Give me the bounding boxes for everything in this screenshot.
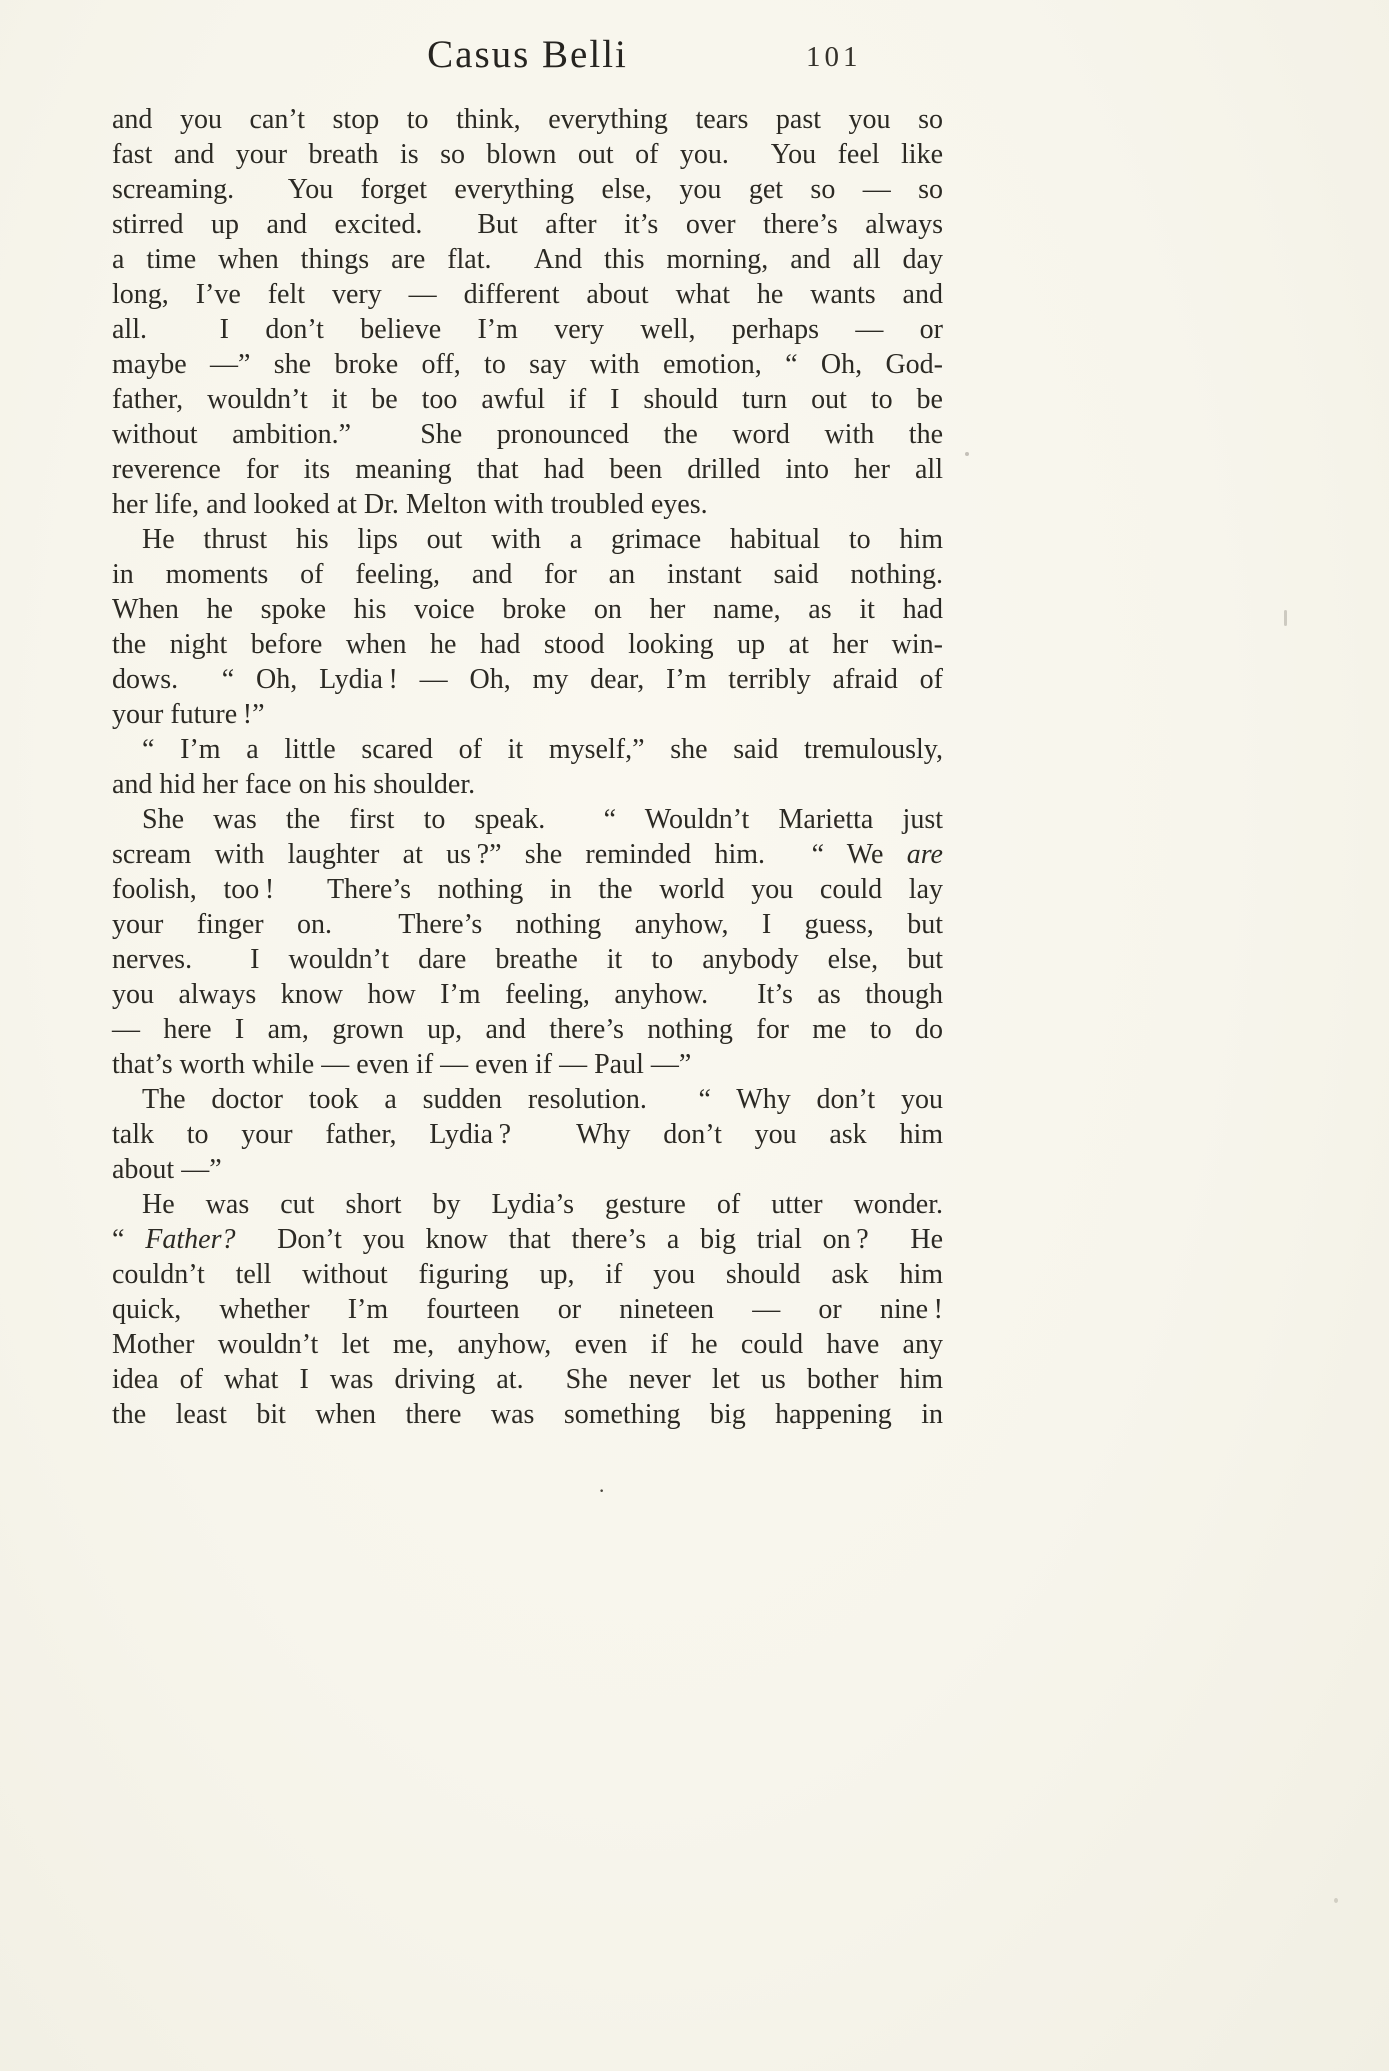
text-line (112, 557, 943, 592)
text-run: nerves. I wouldn’t dare breathe it to anybody else, but (112, 944, 943, 975)
italic-text-run: Father? (145, 1224, 236, 1255)
text-line (112, 1047, 943, 1082)
paragraph (112, 1082, 943, 1187)
scan-speck (965, 452, 969, 456)
text-line (112, 907, 943, 942)
text-run: When he spoke his voice broke on her name, as it had (112, 594, 943, 625)
text-run: idea of what I was driving at. She never let us bother him (112, 1364, 943, 1395)
text-line (112, 592, 943, 627)
text-run: and you can’t stop to think, everything tears past you so (112, 104, 943, 135)
text-run: your finger on. There’s nothing anyhow, I guess, but (112, 909, 943, 940)
text-run: dows. “ Oh, Lydia ! — Oh, my dear, I’m terribly afraid of (112, 664, 943, 695)
scan-speck (1284, 610, 1287, 626)
text-run: a time when things are flat. And this morning, and all day (112, 244, 943, 275)
text-line (112, 732, 943, 767)
text-run: long, I’ve felt very — different about what he wants and (112, 279, 943, 310)
text-line (112, 627, 943, 662)
text-line (112, 347, 943, 382)
text-run: talk to your father, Lydia ? Why don’t you ask him (112, 1119, 943, 1150)
text-run: you always know how I’m feeling, anyhow. It’s as though (112, 979, 943, 1010)
text-line (112, 417, 943, 452)
text-line (112, 1362, 943, 1397)
text-line (112, 697, 943, 732)
text-line (112, 137, 943, 172)
text-line (112, 802, 943, 837)
text-run: in moments of feeling, and for an instant said nothing. (112, 559, 943, 590)
text-line (112, 662, 943, 697)
text-line (112, 452, 943, 487)
text-run: The doctor took a sudden resolution. “ Why don’t you (142, 1084, 943, 1115)
text-line (112, 1257, 943, 1292)
text-run: quick, whether I’m fourteen or nineteen — or nine ! (112, 1294, 943, 1325)
text-run: She was the first to speak. “ Wouldn’t Marietta just (142, 804, 943, 835)
text-line (112, 487, 943, 522)
text-run: the night before when he had stood looking up at her win- (112, 629, 943, 660)
text-run: Mother wouldn’t let me, anyhow, even if he could have any (112, 1329, 943, 1360)
text-run: fast and your breath is so blown out of you. You feel like (112, 139, 943, 170)
text-run: screaming. You forget everything else, you get so — so (112, 174, 943, 205)
text-run: that’s worth while — even if — even if — Paul —” (112, 1049, 692, 1080)
text-line (112, 1117, 943, 1152)
footer-mark: · (598, 1478, 606, 1503)
text-run: your future !” (112, 699, 265, 730)
text-run: maybe —” she broke off, to say with emotion, “ Oh, God- (112, 349, 943, 380)
text-line (112, 522, 943, 557)
text-run: without ambition.” She pronounced the word with the (112, 419, 943, 450)
text-line (112, 767, 943, 802)
text-line (112, 102, 943, 137)
paragraph (112, 802, 943, 1082)
text-run: reverence for its meaning that had been drilled into her all (112, 454, 943, 485)
page-number: 101 (806, 41, 862, 73)
text-run: about —” (112, 1154, 222, 1185)
page-text (112, 102, 943, 1432)
italic-text-run: are (906, 839, 943, 870)
text-run: scream with laughter at us ?” she reminded him. “ We (112, 839, 907, 870)
scan-speck (1334, 1898, 1338, 1903)
page-header (112, 30, 943, 92)
text-run: couldn’t tell without figuring up, if you should ask him (112, 1259, 943, 1290)
paragraph (112, 1187, 943, 1432)
text-run: all. I don’t believe I’m very well, perhaps — or (112, 314, 943, 345)
text-line (112, 312, 943, 347)
text-run: and hid her face on his shoulder. (112, 769, 476, 800)
paragraph (112, 732, 943, 802)
text-line (112, 242, 943, 277)
text-run: “ I’m a little scared of it myself,” she said tremulously, (142, 734, 943, 765)
text-line (112, 1292, 943, 1327)
text-line (112, 1012, 943, 1047)
text-line (112, 837, 943, 872)
text-line (112, 872, 943, 907)
text-run: “ (112, 1224, 146, 1255)
text-run: father, wouldn’t it be too awful if I should turn out to be (112, 384, 943, 415)
text-line (112, 977, 943, 1012)
text-line (112, 1152, 943, 1187)
text-line (112, 172, 943, 207)
running-title: Casus Belli (427, 33, 628, 76)
text-line (112, 1327, 943, 1362)
text-line (112, 277, 943, 312)
text-line (112, 1082, 943, 1117)
text-run: the least bit when there was something big happening in (112, 1399, 943, 1430)
text-run: Don’t you know that there’s a big trial on ? He (235, 1224, 944, 1255)
text-line (112, 207, 943, 242)
paragraph (112, 522, 943, 732)
text-run: stirred up and excited. But after it’s over there’s always (112, 209, 943, 240)
text-run: He thrust his lips out with a grimace habitual to him (142, 524, 943, 555)
text-run: He was cut short by Lydia’s gesture of utter wonder. (142, 1189, 943, 1220)
text-line (112, 1222, 943, 1257)
text-line (112, 382, 943, 417)
text-run: — here I am, grown up, and there’s nothing for me to do (112, 1014, 943, 1045)
text-run: her life, and looked at Dr. Melton with troubled eyes. (112, 489, 708, 520)
text-line (112, 1397, 943, 1432)
paragraph (112, 102, 943, 522)
text-line (112, 1187, 943, 1222)
text-run: foolish, too ! There’s nothing in the world you could lay (112, 874, 943, 905)
text-line (112, 942, 943, 977)
